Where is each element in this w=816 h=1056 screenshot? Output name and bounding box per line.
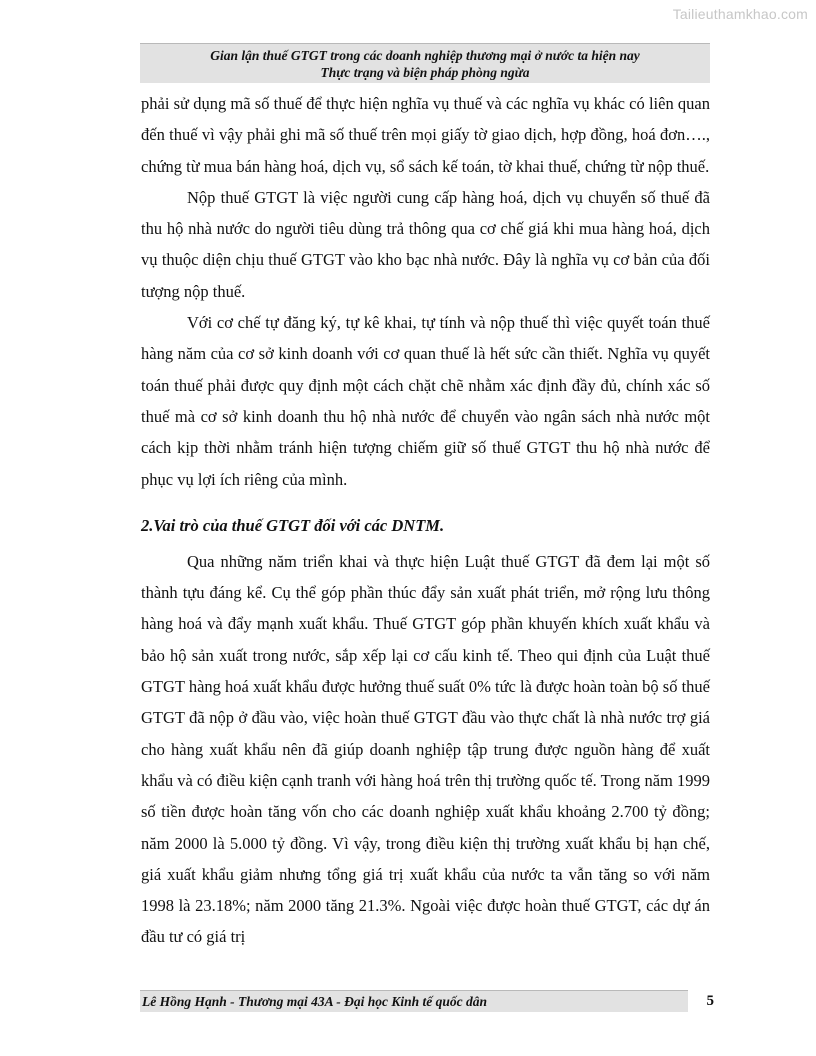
- paragraph: Với cơ chế tự đăng ký, tự kê khai, tự tính và nộp thuế thì việc quyết toán thuế hàng năm của cơ sở kinh doanh với cơ quan thuế là hết sức cần thiết. Nghĩa vụ quyết toán thuế phải được quy định một cách chặt chẽ nhằm xác định đầy đủ, chính xác số thuế mà cơ sở kinh doanh thu hộ nhà nước để chuyển vào ngân sách nhà nước một cách kịp thời nhằm tránh hiện tượng chiếm giữ số thuế GTGT thu hộ nhà nước để phục vụ lợi ích riêng của mình.: [141, 313, 710, 489]
- paragraph: Nộp thuế GTGT là việc người cung cấp hàng hoá, dịch vụ chuyển số thuế đã thu hộ nhà nước do người tiêu dùng trả thông qua cơ chế giá khi mua hàng hoá, dịch vụ thuộc diện chịu thuế GTGT vào kho bạc nhà nước. Đây là nghĩa vụ cơ bản của đối tượng nộp thuế.: [141, 187, 710, 301]
- paragraph: phải sử dụng mã số thuế để thực hiện nghĩa vụ thuế và các nghĩa vụ khác có liên quan đến thuế vì vậy phải ghi mã số thuế trên mọi giấy tờ giao dịch, hợp đồng, hoá đơn…., chứng từ mua bán hàng hoá, dịch vụ, sổ sách kế toán, tờ khai thuế, chứng từ nộp thuế.: [141, 94, 710, 176]
- header-subtitle: Thực trạng và biện pháp phòng ngừa: [320, 65, 530, 80]
- running-header: [140, 43, 710, 83]
- watermark: Tailieuthamkhao.com: [672, 6, 808, 22]
- page-number: 5: [706, 993, 714, 1009]
- document-body: [141, 88, 710, 953]
- header-title: Gian lận thuế GTGT trong các doanh nghiệp thương mại ở nước ta hiện nay: [210, 48, 640, 63]
- running-footer: Lê Hồng Hạnh - Thương mại 43A - Đại học Kinh tế quốc dân: [140, 990, 688, 1012]
- section-heading: 2.Vai trò của thuế GTGT đối với các DNTM.: [141, 515, 445, 535]
- paragraph: Qua những năm triển khai và thực hiện Luật thuế GTGT đã đem lại một số thành tựu đáng kể. Cụ thể góp phần thúc đẩy sản xuất phát triển, mở rộng lưu thông hàng hoá và đẩy mạnh xuất khẩu. Thuế GTGT góp phần khuyến khích xuất khẩu và bảo hộ sản xuất trong nước, sắp xếp lại cơ cấu kinh tế. Theo qui định của Luật thuế GTGT hàng hoá xuất khẩu được hưởng thuế suất 0% tức là được hoàn toàn bộ số thuế GTGT đã nộp ở đầu vào, việc hoàn thuế GTGT đầu vào thực chất là nhà nước trợ giá cho hàng xuất khẩu nên đã giúp doanh nghiệp tập trung được nguồn hàng để xuất khẩu và có điều kiện cạnh tranh với hàng hoá trên thị trường quốc tế. Trong năm 1999 số tiền được hoàn tăng vốn cho các doanh nghiệp xuất khẩu khoảng 2.700 tỷ đồng; năm 2000 là 5.000 tỷ đồng. Vì vậy, trong điều kiện thị trường xuất khẩu bị hạn chế, giá xuất khẩu giảm nhưng tổng giá trị xuất khẩu của nước ta vẫn tăng so với năm 1998 là 23.18%; năm 2000 tăng 21.3%. Ngoài việc được hoàn thuế GTGT, các dự án đầu tư có giá trị: [141, 551, 710, 947]
